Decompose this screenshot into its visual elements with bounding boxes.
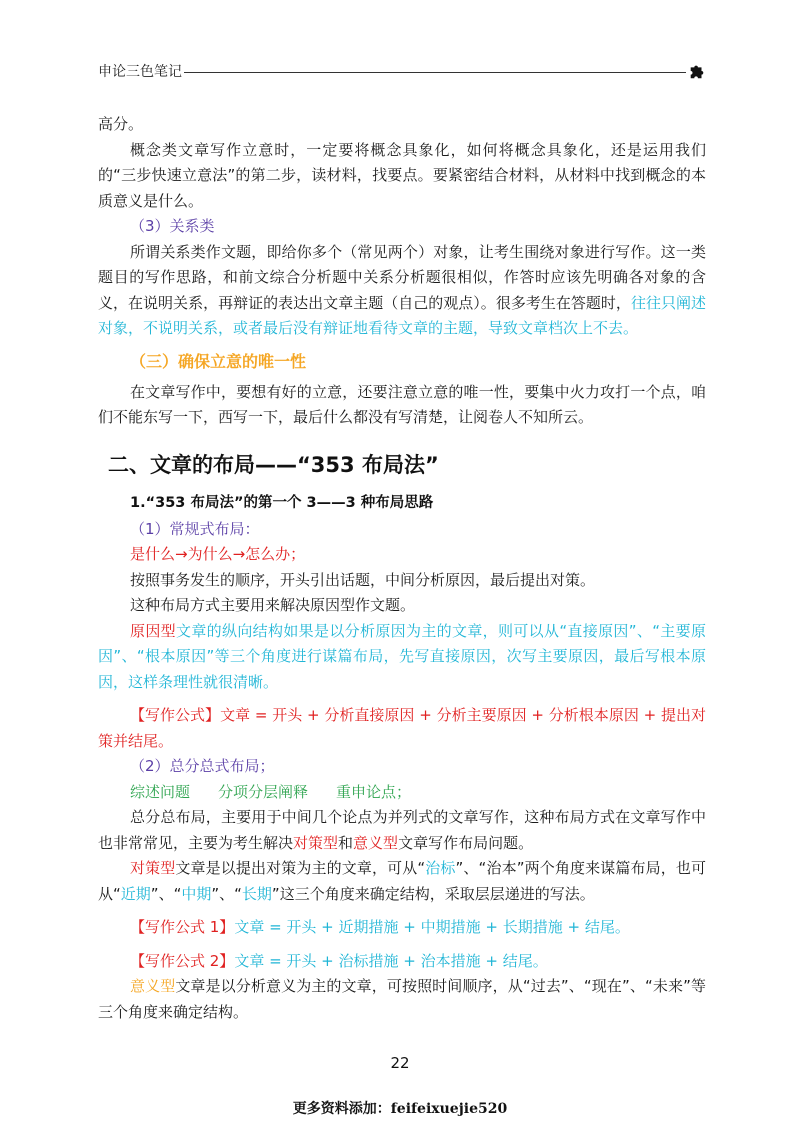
section-heading-3: （三）确保立意的唯一性 [130,351,307,371]
text-span: 中期 [181,884,212,903]
section-heading-4: 1.“353 布局法”的第一个 3——3 种布局思路 [130,494,434,511]
section-heading-2: 二、文章的布局——“353 布局法” [108,452,439,477]
text-span: 文章 = 开头 + 近期措施 + 中期措施 + 长期措施 + 结尾。 [234,918,630,936]
text-span: ”、“ [150,884,182,903]
paragraph [98,974,706,1025]
text-span: 综述问题 [130,782,191,801]
text-span: 文章的纵向结构如果是以分析原因为主的文章，则可以从“直接原因”、“主要原因”、“根本原因”等三个角度进行谋篇布局，先写直接原因，次写主要原因，最后写根本原因，这样条理性就很清晰。 [98,621,706,691]
page-header [98,62,706,82]
footer-note: 更多资料添加：feifeixuejie520 [292,1101,508,1117]
paragraph: 按照事务发生的顺序，开头引出话题，中间分析原因，最后提出对策。 [130,570,596,589]
text-span: 分项分层阐释 [218,782,309,801]
text-span: 总分总布局，主要用于中间几个论点为并列式的文章写作，这种布局方式在文章写作中也非常常见，主要为考生解决 [98,808,706,852]
subheading-relation: （3）关系类 [130,217,215,235]
text-span: 对策型 [130,859,176,877]
puzzle-icon [688,62,706,80]
text-span: 重申论点； [336,782,412,801]
text-span: 文章 = 开头 + 治标措施 + 治本措施 + 结尾。 [234,951,548,970]
paragraph: 概念类文章写作立意时，一定要将概念具象化，如何将概念具象化，还是运用我们的“三步快速立意法”的第二步，读材料，找要点。要紧密结合材料，从材料中找到概念的本质意义是什么。 [98,140,706,210]
subheading-conventional: （1）常规式布局： [130,519,260,538]
paragraph [98,856,706,907]
paragraph: 高分。 [98,115,144,133]
text-span: ”这三个角度来确定结构，采取层层递进的写法。 [271,884,595,903]
formula [98,915,706,941]
paragraph [98,805,706,856]
text-span: 意义型 [353,833,399,852]
text-span: 长期 [241,884,272,903]
paragraph: 在文章写作中，要想有好的立意，还要注意立意的唯一性，要集中火力攻打一个点，咱们不能东写一下，西写一下，最后什么都没有写清楚，让阅卷人不知所云。 [98,382,706,426]
page-number: 22 [390,1054,410,1072]
header-rule [184,72,686,73]
text-span: 原因型 [130,621,176,640]
flow-line: 是什么→为什么→怎么办； [130,545,306,563]
formula: 【写作公式】文章 = 开头 + 分析直接原因 + 分析主要原因 + 分析根本原因 + 提出对策并结尾。 [98,706,706,750]
structure-line [98,780,706,806]
document-body [98,112,706,1025]
header-title: 申论三色笔记 [98,64,182,80]
text-span: ”、“治本”两个角度来谋篇布局，也可从“ [98,859,706,903]
highlight-span: 往往只阐述对象，不说明关系，或者最后没有辩证地看待文章的主题，导致文章档次上不去。 [98,293,706,337]
text-span: 文章是以分析意义为主的文章，可按照时间顺序，从“过去”、“现在”、“未来”等三个角度来确定结构。 [98,977,706,1021]
paragraph [98,240,706,342]
text-span: 【写作公式 1】 [130,918,235,936]
text-span: 文章是以提出对策为主的文章，可从“ [175,859,426,877]
text-span: 文章写作布局问题。 [398,833,534,852]
text-span: 意义型 [130,977,176,995]
text-span: 治标 [425,859,456,877]
subheading-total-sub-total: （2）总分总式布局； [130,757,275,775]
text-span: 和 [338,833,354,852]
paragraph: 这种布局方式主要用来解决原因型作文题。 [130,596,416,614]
text-span: 所谓关系类作文题，即给你多个（常见两个）对象，让考生围绕对象进行写作。这一类题目的写作思路，和前文综合分析题中关系分析题很相似，作答时应该先明确各对象的含义，在说明关系，再辩证的表达出文章主题（自己的观点）。很多考生在答题时， [98,242,706,312]
text-span: 对策型 [293,833,339,852]
paragraph [98,619,706,696]
text-span: ”、“ [211,884,242,903]
text-span: 【写作公式 2】 [130,951,235,970]
text-span: 近期 [120,884,151,903]
formula [98,949,706,975]
